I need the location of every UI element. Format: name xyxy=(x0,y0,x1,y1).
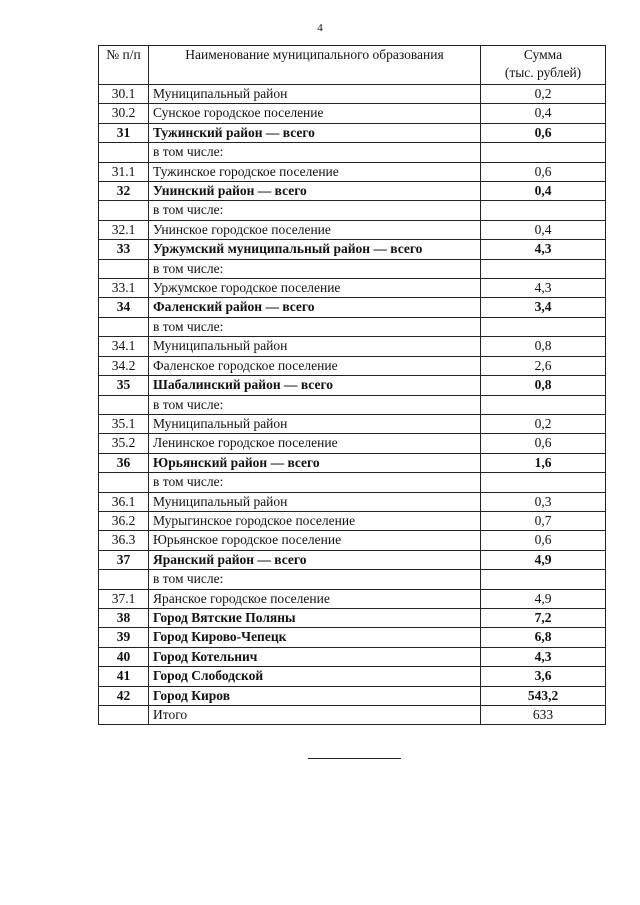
table-body xyxy=(99,85,606,725)
row-sum: 0,2 xyxy=(481,414,606,433)
row-name: Город Вятские Поляны xyxy=(149,608,481,627)
table-row xyxy=(99,162,606,181)
table-row xyxy=(99,356,606,375)
row-number xyxy=(99,259,149,278)
row-name: Яранский район — всего xyxy=(149,550,481,569)
table-row xyxy=(99,647,606,666)
row-sum: 3,4 xyxy=(481,298,606,317)
row-sum: 4,9 xyxy=(481,550,606,569)
row-name: Город Котельнич xyxy=(149,647,481,666)
row-number: 34.2 xyxy=(99,356,149,375)
row-number: 30.1 xyxy=(99,85,149,104)
row-name: в том числе: xyxy=(149,143,481,162)
row-number: 32 xyxy=(99,182,149,201)
row-name: Юрьянское городское поселение xyxy=(149,531,481,550)
row-name: Сунское городское поселение xyxy=(149,104,481,123)
signature-line xyxy=(308,758,401,759)
allocation-table xyxy=(98,45,606,725)
row-number: 31 xyxy=(99,123,149,142)
row-number: 36 xyxy=(99,453,149,472)
table-row xyxy=(99,531,606,550)
row-number: 35 xyxy=(99,376,149,395)
table-row xyxy=(99,570,606,589)
row-number: 33 xyxy=(99,240,149,259)
row-sum: 0,6 xyxy=(481,123,606,142)
row-sum: 7,2 xyxy=(481,608,606,627)
table-row xyxy=(99,337,606,356)
row-name: в том числе: xyxy=(149,570,481,589)
row-name: в том числе: xyxy=(149,395,481,414)
page-number: 4 xyxy=(317,22,323,34)
row-number: 32.1 xyxy=(99,220,149,239)
row-sum: 4,9 xyxy=(481,589,606,608)
table-row xyxy=(99,667,606,686)
row-sum: 0,6 xyxy=(481,434,606,453)
row-sum xyxy=(481,143,606,162)
row-number: 37 xyxy=(99,550,149,569)
row-number: 31.1 xyxy=(99,162,149,181)
row-number: 36.2 xyxy=(99,511,149,530)
table-row xyxy=(99,453,606,472)
row-name: Муниципальный район xyxy=(149,337,481,356)
table-row xyxy=(99,589,606,608)
table-row xyxy=(99,143,606,162)
row-number xyxy=(99,143,149,162)
row-number: 39 xyxy=(99,628,149,647)
table-row xyxy=(99,434,606,453)
row-name: Город Киров xyxy=(149,686,481,705)
row-name: Шабалинский район — всего xyxy=(149,376,481,395)
row-name: Тужинское городское поселение xyxy=(149,162,481,181)
header-sum xyxy=(481,46,606,85)
row-number: 36.3 xyxy=(99,531,149,550)
row-number xyxy=(99,473,149,492)
row-number: 42 xyxy=(99,686,149,705)
row-number: 34.1 xyxy=(99,337,149,356)
header-num: № п/п xyxy=(99,46,149,85)
table-row xyxy=(99,104,606,123)
header-sum-line1: Сумма xyxy=(523,47,563,62)
row-sum: 0,4 xyxy=(481,220,606,239)
row-sum: 0,6 xyxy=(481,162,606,181)
row-name: Яранское городское поселение xyxy=(149,589,481,608)
table-row xyxy=(99,85,606,104)
row-number: 36.1 xyxy=(99,492,149,511)
table-row xyxy=(99,182,606,201)
row-name: в том числе: xyxy=(149,317,481,336)
table-row xyxy=(99,608,606,627)
table-row xyxy=(99,259,606,278)
row-sum: 4,3 xyxy=(481,279,606,298)
row-number xyxy=(99,706,149,725)
row-name: Фаленский район — всего xyxy=(149,298,481,317)
table-row xyxy=(99,511,606,530)
table-row xyxy=(99,414,606,433)
table-row xyxy=(99,492,606,511)
row-number xyxy=(99,201,149,220)
row-sum: 1,6 xyxy=(481,453,606,472)
table-row xyxy=(99,201,606,220)
row-number: 40 xyxy=(99,647,149,666)
row-name: Юрьянский район — всего xyxy=(149,453,481,472)
row-sum xyxy=(481,570,606,589)
row-number xyxy=(99,570,149,589)
row-sum xyxy=(481,259,606,278)
row-name: Город Кирово-Чепецк xyxy=(149,628,481,647)
row-name: в том числе: xyxy=(149,201,481,220)
row-name: Муниципальный район xyxy=(149,85,481,104)
row-number xyxy=(99,317,149,336)
row-sum xyxy=(481,395,606,414)
row-sum: 0,6 xyxy=(481,531,606,550)
row-sum: 0,4 xyxy=(481,104,606,123)
row-name: Муниципальный район xyxy=(149,492,481,511)
table-row xyxy=(99,395,606,414)
table-header-row xyxy=(99,46,606,85)
row-name: Уржумский муниципальный район — всего xyxy=(149,240,481,259)
row-number: 30.2 xyxy=(99,104,149,123)
row-sum: 0,2 xyxy=(481,85,606,104)
row-name: Уржумское городское поселение xyxy=(149,279,481,298)
row-sum: 4,3 xyxy=(481,240,606,259)
row-sum xyxy=(481,473,606,492)
row-name: в том числе: xyxy=(149,259,481,278)
row-sum xyxy=(481,317,606,336)
table-row xyxy=(99,550,606,569)
row-sum xyxy=(481,201,606,220)
row-name: Тужинский район — всего xyxy=(149,123,481,142)
row-number: 38 xyxy=(99,608,149,627)
table-row xyxy=(99,279,606,298)
row-number: 41 xyxy=(99,667,149,686)
row-name: в том числе: xyxy=(149,473,481,492)
row-sum: 0,3 xyxy=(481,492,606,511)
row-sum: 0,8 xyxy=(481,376,606,395)
row-sum: 543,2 xyxy=(481,686,606,705)
row-number: 35.2 xyxy=(99,434,149,453)
table-row xyxy=(99,220,606,239)
table-row xyxy=(99,376,606,395)
row-sum: 4,3 xyxy=(481,647,606,666)
table-row xyxy=(99,706,606,725)
table-row xyxy=(99,317,606,336)
row-name: Город Слободской xyxy=(149,667,481,686)
table-row xyxy=(99,123,606,142)
row-number xyxy=(99,395,149,414)
row-number: 37.1 xyxy=(99,589,149,608)
table-row xyxy=(99,628,606,647)
row-name: Муниципальный район xyxy=(149,414,481,433)
table-row xyxy=(99,473,606,492)
header-name: Наименование муниципального образования xyxy=(149,46,481,85)
row-sum: 3,6 xyxy=(481,667,606,686)
row-name: Унинский район — всего xyxy=(149,182,481,201)
row-sum: 633 xyxy=(481,706,606,725)
row-sum: 0,4 xyxy=(481,182,606,201)
header-sum-line2: (тыс. рублей) xyxy=(504,65,582,80)
row-name: Мурыгинское городское поселение xyxy=(149,511,481,530)
row-sum: 0,7 xyxy=(481,511,606,530)
table-row xyxy=(99,240,606,259)
row-number: 33.1 xyxy=(99,279,149,298)
row-number: 34 xyxy=(99,298,149,317)
row-name: Ленинское городское поселение xyxy=(149,434,481,453)
row-sum: 0,8 xyxy=(481,337,606,356)
table-row xyxy=(99,298,606,317)
table-row xyxy=(99,686,606,705)
row-sum: 6,8 xyxy=(481,628,606,647)
row-name: Фаленское городское поселение xyxy=(149,356,481,375)
row-name: Унинское городское поселение xyxy=(149,220,481,239)
row-name: Итого xyxy=(149,706,481,725)
row-number: 35.1 xyxy=(99,414,149,433)
row-sum: 2,6 xyxy=(481,356,606,375)
